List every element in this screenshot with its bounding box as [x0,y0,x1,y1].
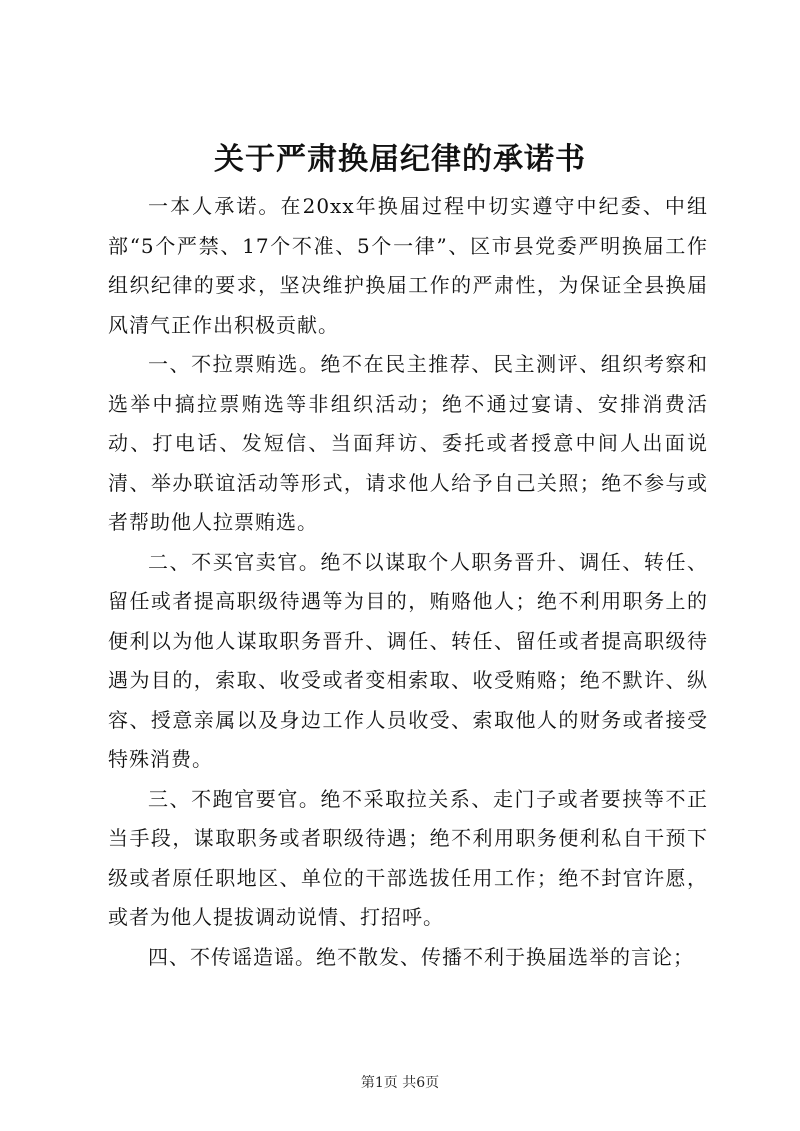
paragraph-no-buying-selling-office: 二、不买官卖官。绝不以谋取个人职务晋升、调任、转任、留任或者提高职级待遇等为目的，贿赂他人；绝不利用职务上的便利以为他人谋取职务晋升、调任、转任、留任或者提高职级待遇为目的，索取、收受或者变相索取、收受贿赂；绝不默许、纵容、授意亲属以及身边工作人员收受、索取他人的财务或者接受特殊消费。 [108,549,708,771]
paragraph-no-rumors: 四、不传谣造谣。绝不散发、传播不利于换届选举的言论； [148,944,694,969]
paragraph-no-vote-buying: 一、不拉票贿选。绝不在民主推荐、民主测评、组织考察和选举中搞拉票贿选等非组织活动；绝不通过宴请、安排消费活动、打电话、发短信、当面拜访、委托或者授意中间人出面说清、举办联谊活动等形式，请求他人给予自己关照；绝不参与或者帮助他人拉票贿选。 [108,352,708,534]
paragraph-pledge-intro: 一本人承诺。在20xx年换届过程中切实遵守中纪委、中组部“5个严禁、17个不准、5个一律”、区市县党委严明换届工作组织纪律的要求，坚决维护换届工作的严肃性，为保证全县换届风清气正作出积极贡献。 [108,194,708,337]
document-title: 关于严肃换届纪律的承诺书 [214,142,586,177]
paragraph-no-seeking-office: 三、不跑官要官。绝不采取拉关系、走门子或者要挟等不正当手段，谋取职务或者职级待遇；绝不利用职务便利私自干预下级或者原任职地区、单位的干部选拔任用工作；绝不封官许愿，或者为他人提拔调动说情、打招呼。 [108,786,708,929]
page-footer: 第1页 共6页 [360,1075,440,1091]
document-body [108,187,708,977]
